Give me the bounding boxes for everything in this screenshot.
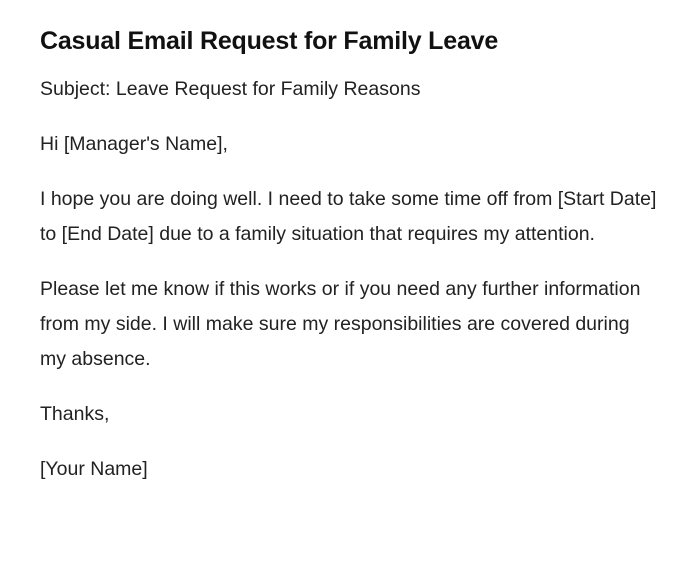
- document-title: Casual Email Request for Family Leave: [40, 27, 499, 55]
- email-body-paragraph-2: Please let me know if this works or if you need any further information from my side. I will make sure my responsibilities are covered during my absence.: [40, 278, 641, 370]
- email-subject-line: Subject: Leave Request for Family Reasons: [40, 78, 421, 100]
- email-body-paragraph-1: I hope you are doing well. I need to take some time off from [Start Date] to [End Date] due to a family situation that requires my attention.: [40, 188, 657, 245]
- email-closing: Thanks,: [40, 403, 110, 425]
- email-signature: [Your Name]: [40, 458, 148, 480]
- email-greeting: Hi [Manager's Name],: [40, 133, 228, 155]
